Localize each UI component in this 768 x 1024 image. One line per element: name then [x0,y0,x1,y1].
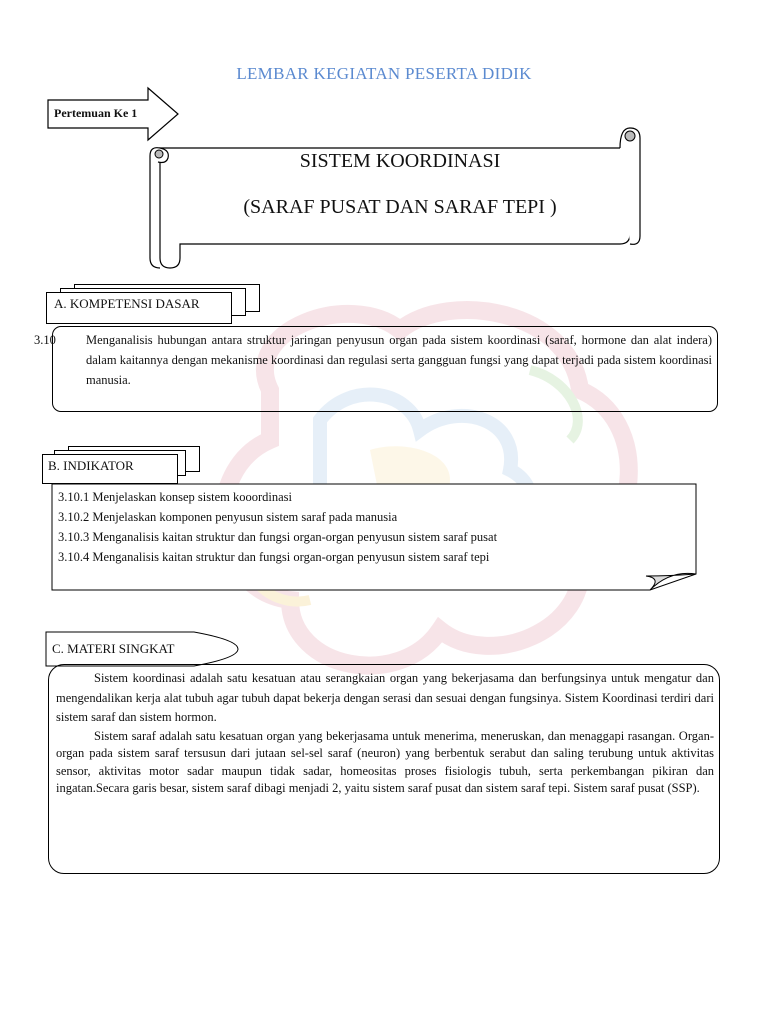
indikator-list [58,487,497,567]
materi-text [56,669,714,798]
section-a-header [46,282,262,326]
kompetensi-code: 3.10 [34,333,56,347]
section-a-heading: A. KOMPETENSI DASAR [54,296,200,311]
materi-paragraph-2: Sistem saraf adalah satu kesatuan organ yang bekerjasama untuk menerima, meneruskan, dan menaggapi rasangan. Organ-organ pada sistem saraf tersusun dari jutaan sel-sel saraf (neuron) yang berbentuk serabut dan saling terubung untuk aktivitas sensor, aktivitas motor sadar maupun tidak sadar, homeositas proses fisiologis tubuh, serta perkembangan pikiran dan ingatan.Secara garis besar, sistem saraf dibagi menjadi 2, yaitu sistem saraf pusat dan sistem saraf tepi. Sistem saraf pusat (SSP). [56,728,714,795]
section-b-heading: B. INDIKATOR [48,458,134,473]
kompetensi-body: Menganalisis hubungan antara struktur jaringan penyusun organ pada sistem koordinasi (saraf, hormone dan alat indera) dalam kaitannya dengan mekanisme koordinasi dan regulasi serta gangguan fungsi yang dapat terjadi pada sistem koordinasi manusia. [86,333,712,387]
list-item: 3.10.3 Menganalisis kaitan struktur dan fungsi organ-organ penyusun sistem saraf pusat [58,530,498,544]
list-item: 3.10.4 Menganalisis kaitan struktur dan fungsi organ-organ penyusun sistem saraf tepi [58,550,490,564]
kompetensi-text [34,330,712,390]
topic-subtitle: (SARAF PUSAT DAN SARAF TEPI ) [243,196,557,218]
section-c-heading: C. MATERI SINGKAT [52,641,175,656]
topic-title: SISTEM KOORDINASI [299,150,501,172]
list-item: 3.10.1 Menjelaskan konsep sistem kooordinasi [58,490,292,504]
document-title: LEMBAR KEGIATAN PESERTA DIDIK [236,64,532,83]
section-b-header [42,446,202,484]
materi-paragraph-1: Sistem koordinasi adalah satu kesatuan atau serangkaian organ yang bekerjasama dan berfungsinya untuk mengatur dan mengendalikan kerja alat tubuh agar tubuh dapat bekerja dengan serasi dan sesuai dengan fungsinya. Sistem Koordinasi terdiri dari sistem saraf dan sistem hormon. [56,671,714,724]
list-item: 3.10.2 Menjelaskan komponen penyusun sistem saraf pada manusia [58,510,398,524]
meeting-label: Pertemuan Ke 1 [54,106,138,120]
